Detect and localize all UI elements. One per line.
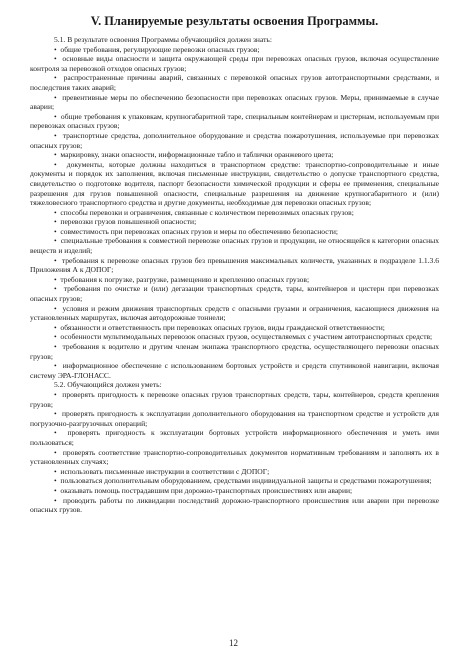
bullet-item: • проверять пригодность к эксплуатации дополнительного оборудования на транспортном средстве и устройств для погрузочно-разгрузочных операций; xyxy=(30,409,439,428)
bullet-item: • требования к погрузке, разгрузке, размещению и креплению опасных грузов; xyxy=(30,275,439,285)
bullet-item: • проверять соответствие транспортно-сопроводительных документов нормативным требованиям и заполнять их в установленных случаях; xyxy=(30,448,439,467)
bullet-item: • совместимость при перевозках опасных грузов и меры по обеспечению безопасности; xyxy=(30,227,439,237)
bullet-item: • специальные требования к совместной перевозке опасных грузов и продукции, не относящейся к категории опасных веществ и изделий; xyxy=(30,236,439,255)
bullet-item: • оказывать помощь пострадавшим при дорожно-транспортных происшествиях или аварии; xyxy=(30,486,439,496)
bullet-item: • пользоваться дополнительным оборудованием, средствами индивидуальной защиты и средствами пожаротушения; xyxy=(30,476,439,486)
section-title: V. Планируемые результаты освоения Программы. xyxy=(90,14,379,28)
bullet-item: • документы, которые должны находиться в транспортном средстве: транспортно-сопроводительные и иные документы и порядок их заполнения, включая письменные инструкции, свидетельство о допуске транспортного средства, свидетельство о подготовке водителя, паспорт безопасности химической продукции и сферы ее применения, специальные разрешения для грузов повышенной опасности, специальные разрешения на движение крупногабаритного и (или) тяжеловесного транспортного средства и другие документы, необходимые для перевозки опасных грузов; xyxy=(30,160,439,208)
bullet-item: • распространенные причины аварий, связанных с перевозкой опасных грузов автотранспортными средствами, и последствия таких аварий; xyxy=(30,73,439,92)
bullet-item: • превентивные меры по обеспечению безопасности при перевозках опасных грузов. Меры, принимаемые в случае аварии; xyxy=(30,93,439,112)
bullet-item: • информационное обеспечение с использованием бортовых устройств и средств спутниковой навигации, включая систему ЭРА-ГЛОНАСС. xyxy=(30,361,439,380)
bullet-item: • использовать письменные инструкции в соответствии с ДОПОГ; xyxy=(30,467,439,477)
bullet-item: • способы перевозки и ограничения, связанные с количеством перевозимых опасных грузов; xyxy=(30,208,439,218)
bullet-item: • требования к перевозке опасных грузов без превышения максимальных количеств, указанных в подразделе 1.1.3.6 Приложения А к ДОПОГ; xyxy=(30,256,439,275)
bullet-item: • требования к водителю и другим членам экипажа транспортного средства, осуществляющего перевозки опасных грузов; xyxy=(30,342,439,361)
bullet-item: • транспортные средства, дополнительное оборудование и средства пожаротушения, используемые при перевозках опасных грузов; xyxy=(30,131,439,150)
bullet-item: • проводить работы по ликвидации последствий дорожно-транспортного происшествия или аварии при перевозке опасных грузов. xyxy=(30,496,439,515)
bullet-item: • проверять пригодность к эксплуатации бортовых устройств информационного обеспечения и уметь ими пользоваться; xyxy=(30,428,439,447)
bullet-item: • условия и режим движения транспортных средств с опасными грузами и ограничения, касающиеся движения на установленных маршрутах, включая автодорожные тоннели; xyxy=(30,304,439,323)
bullet-item: • маркировку, знаки опасности, информационные табло и таблички оранжевого цвета; xyxy=(30,150,439,160)
subsection-heading: 5.1. В результате освоения Программы обучающийся должен знать: xyxy=(54,35,272,44)
bullet-item: • требования по очистке и (или) дегазации транспортных средств, тары, контейнеров и цистерн при перевозках опасных грузов; xyxy=(30,284,439,303)
bullet-item: • общие требования, регулирующие перевозки опасных грузов; xyxy=(30,45,439,55)
section-body xyxy=(30,35,439,515)
page-number: 12 xyxy=(229,638,238,648)
bullet-item: • обязанности и ответственность при перевозках опасных грузов, виды гражданской ответственности; xyxy=(30,323,439,333)
bullet-item: • общие требования к упаковкам, крупногабаритной таре, специальным контейнерам и цистернам, используемым при перевозках опасных грузов; xyxy=(30,112,439,131)
bullet-item: • перевозки грузов повышенной опасности; xyxy=(30,217,439,227)
subsection-heading: 5.2. Обучающийся должен уметь: xyxy=(54,380,162,390)
bullet-item: • проверять пригодность к перевозке опасных грузов транспортных средств, тары, контейнеров, средств крепления грузов; xyxy=(30,390,439,409)
bullet-item: • особенности мультимодальных перевозок опасных грузов, осуществляемых с участием автотранспортных средств; xyxy=(30,332,439,342)
bullet-item: • основные виды опасности и защита окружающей среды при перевозках опасных грузов, включая осуществление контроля за перевозкой отходов опасных грузов; xyxy=(30,54,439,73)
